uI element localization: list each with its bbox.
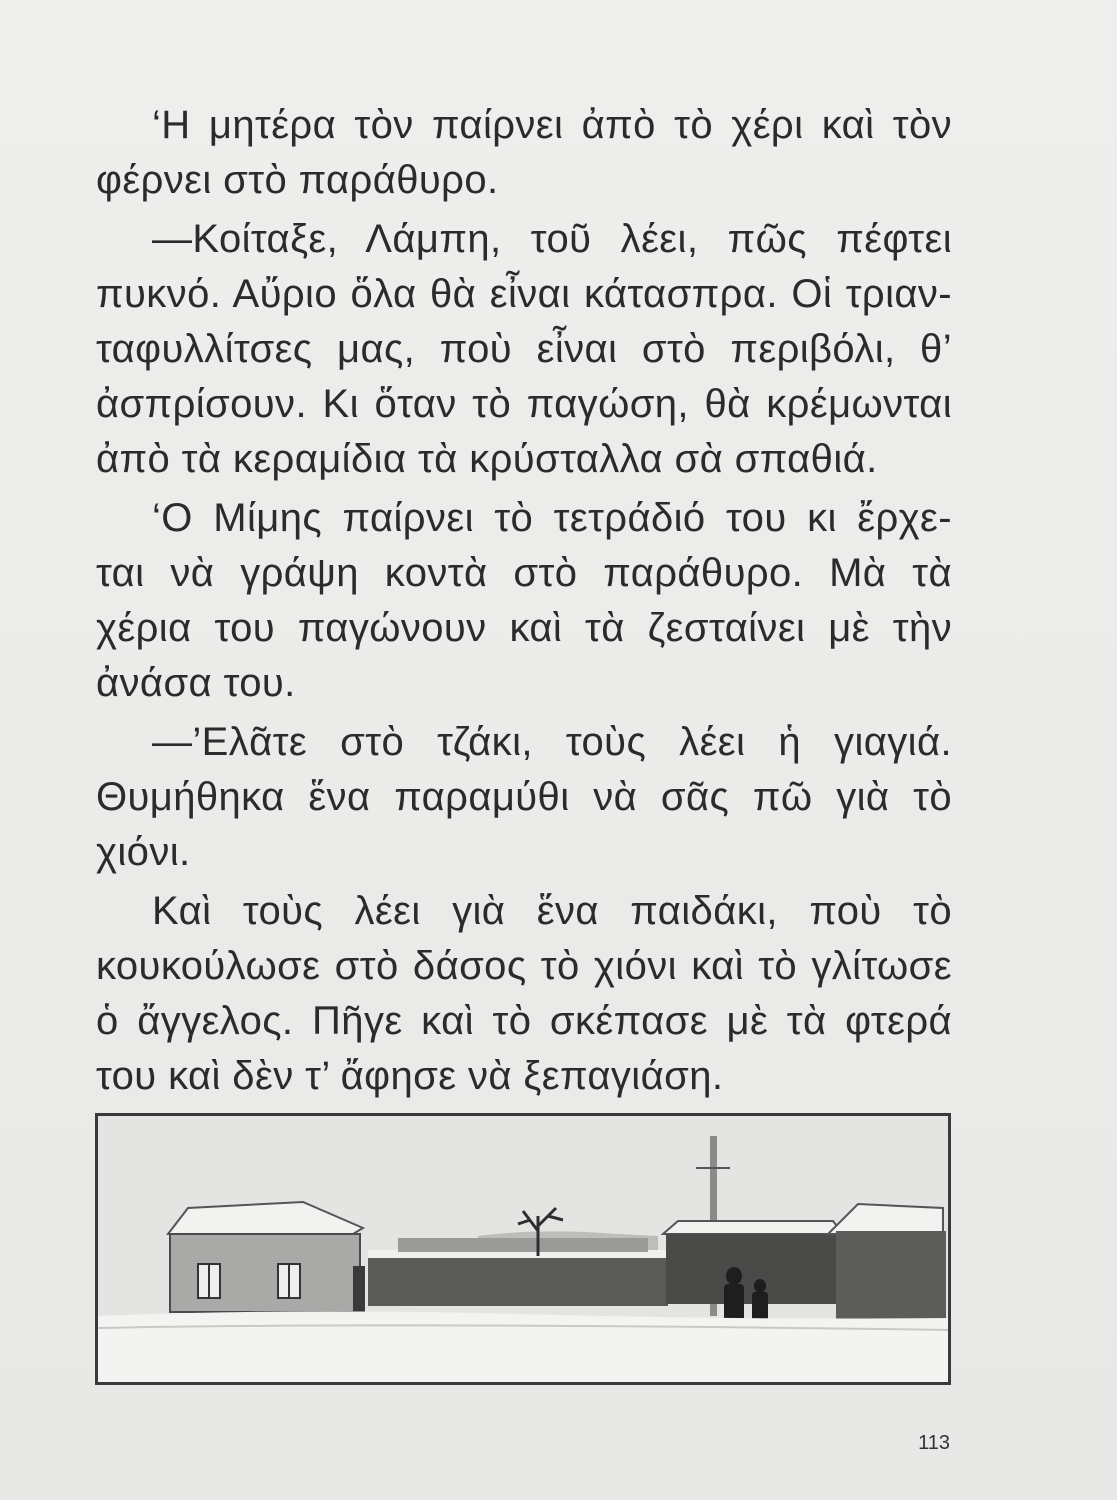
text-line: Καὶ τοὺς λέει γιὰ ἕνα παιδάκι, ποὺ τὸ	[152, 889, 952, 933]
text-line: ‘Ο Μίμης παίρνει τὸ τετράδιό του κι ἔρχε-	[152, 496, 952, 540]
text-line: ται νὰ γράψη κοντὰ στὸ παράθυρο. Μὰ τὰ	[96, 551, 952, 595]
text-line: χέρια του παγώνουν καὶ τὰ ζεσταίνει μὲ τὴν	[96, 606, 952, 650]
paragraph	[96, 491, 952, 711]
paragraph	[96, 212, 952, 487]
paragraph	[96, 884, 952, 1104]
snowy-houses-drawing	[98, 1116, 948, 1382]
text-line: ἀπὸ τὰ κεραμίδια τὰ κρύσταλλα σὰ σπαθιά.	[96, 437, 878, 481]
text-line: του καὶ δὲν τ’ ἄφησε νὰ ξεπαγιάση.	[96, 1054, 724, 1098]
text-line: φέρνει στὸ παράθυρο.	[96, 158, 499, 202]
text-line: Θυμήθηκα ἕνα παραμύθι νὰ σᾶς πῶ γιὰ τὸ	[96, 775, 952, 819]
text-line: ‘Η μητέρα τὸν παίρνει ἀπὸ τὸ χέρι καὶ τὸν	[152, 103, 952, 147]
paragraph	[96, 715, 952, 880]
text-line: —’Ελᾶτε στὸ τζάκι, τοὺς λέει ἡ γιαγιά.	[152, 720, 952, 764]
text-line: πυκνό. Αὔριο ὅλα θὰ εἶναι κάτασπρα. Οἱ τριαν-	[96, 272, 952, 316]
text-line: χιόνι.	[96, 830, 191, 874]
text-line: ἀνάσα του.	[96, 661, 296, 705]
text-line: ἀσπρίσουν. Κι ὅταν τὸ παγώση, θὰ κρέμωνται	[96, 382, 952, 426]
paragraph	[96, 98, 952, 208]
body-text	[96, 98, 952, 1104]
text-line: —Κοίταξε, Λάμπη, τοῦ λέει, πῶς πέφτει	[152, 217, 952, 261]
winter-village-illustration	[95, 1113, 951, 1385]
page-number: 113	[918, 1432, 950, 1454]
text-line: ταφυλλίτσες μας, ποὺ εἶναι στὸ περιβόλι, θ’	[96, 327, 952, 371]
text-line: ὁ ἄγγελος. Πῆγε καὶ τὸ σκέπασε μὲ τὰ φτερά	[96, 999, 952, 1043]
text-line: κουκούλωσε στὸ δάσος τὸ χιόνι καὶ τὸ γλίτωσε	[96, 944, 952, 988]
